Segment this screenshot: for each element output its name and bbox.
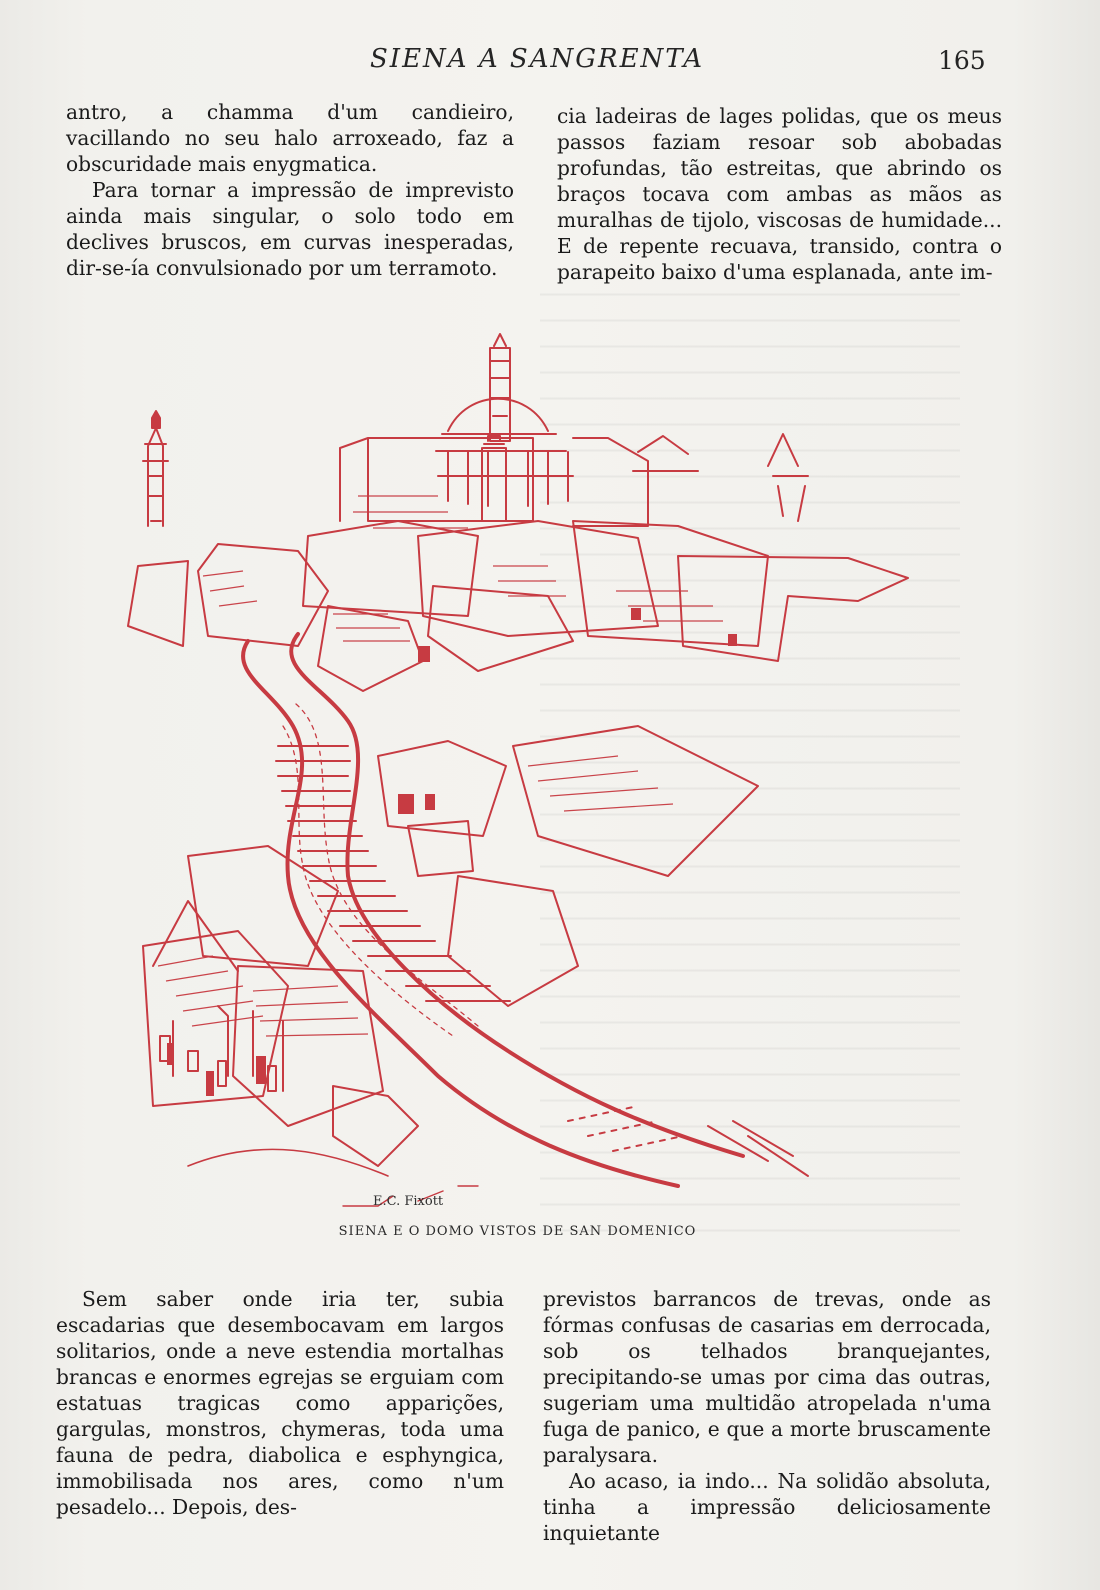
figure-caption: SIENA E O DOMO VISTOS DE SAN DOMENICO [338,1224,697,1239]
illustration-window [418,646,430,662]
siena-illustration-figure [118,316,928,1216]
illustration-window [631,608,641,620]
top-left-text-column [66,99,514,281]
illustration-window [256,1056,266,1084]
running-header [0,42,1100,82]
top-left-paragraph-1: antro, a chamma d'um candieiro, vacillando no seu halo arroxeado, faz a obscuridade mais enygmatica. [66,100,514,176]
illustration-window [425,794,435,810]
bottom-right-text-column [543,1286,991,1546]
top-right-text-column [557,103,1002,285]
bottom-left-paragraph-1: Sem saber onde iria ter, subia escadarias que desembocavam em largos solitarios, onde a neve estendia mortalhas brancas e enormes egrejas se erguiam com estatuas tragicas como apparições, gargulas, monstros, chymeras, toda uma fauna de pedra, diabolica e esphyngica, immobilisada nos ares, como n'um pesadelo... Depois, des- [56,1287,504,1519]
illustration-window [206,1071,214,1096]
bottom-right-paragraph-2: Ao acaso, ia indo... Na solidão absoluta, tinha a impressão deliciosamente inquietante [543,1469,991,1545]
illustration-window [398,794,414,814]
illustration-window [167,1043,174,1065]
illustration-signature: E.C. Fixott [373,1194,444,1209]
bottom-right-paragraph-1: previstos barrancos de trevas, onde as fórmas confusas de casarias em derrocada, sob os telhados branquejantes, precipitando-se umas por cima das outras, sugeriam uma multidão atropelada n'uma fuga de panico, e que a morte bruscamente paralysara. [543,1287,991,1467]
siena-red-ink-illustration [118,316,928,1216]
page-number: 165 [938,46,986,75]
illustration-window [728,634,737,646]
top-left-paragraph-2: Para tornar a impressão de imprevisto ainda mais singular, o solo todo em declives bruscos, em curvas inesperadas, dir-se-ía convulsionado por um terramoto. [66,178,514,280]
chapter-title: SIENA A SANGRENTA [370,44,705,74]
bottom-left-text-column [56,1286,504,1520]
top-right-paragraph-1: cia ladeiras de lages polidas, que os meus passos faziam resoar sob abobadas profundas, tão estreitas, que abrindo os braços tocava com ambas as mãos as muralhas de tijolo, viscosas de humidade... E de repente recuava, transido, contra o parapeito baixo d'uma esplanada, ante im- [557,104,1002,284]
